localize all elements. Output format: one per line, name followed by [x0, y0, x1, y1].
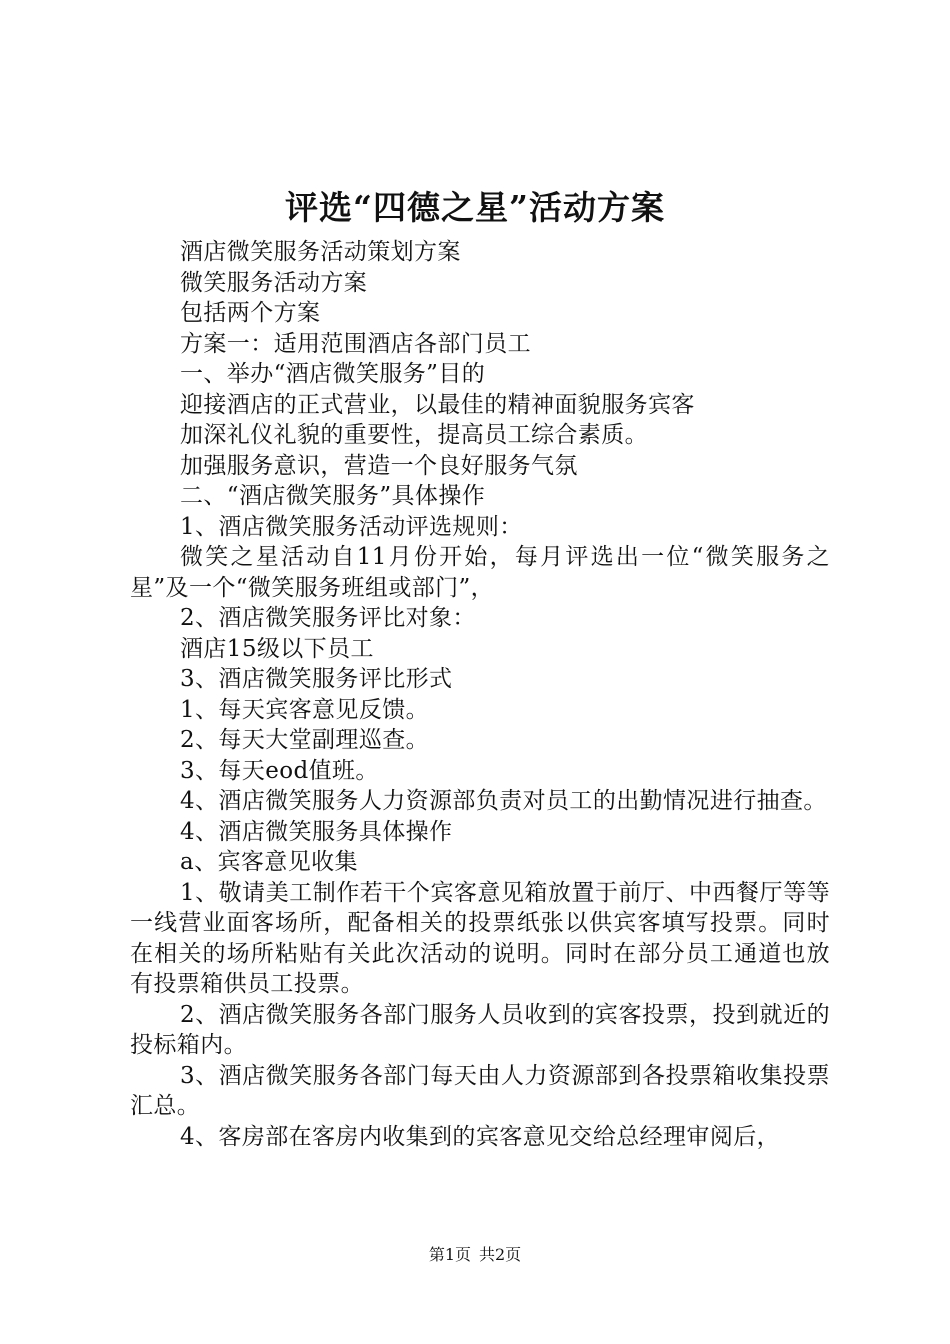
paragraph: 2、酒店微笑服务评比对象：: [180, 605, 476, 631]
paragraph: 3、每天eod值班。: [180, 757, 379, 784]
paragraph: 微笑之星活动自11月份开始，每月评选出一位“微笑服务之星”及一个“微笑服务班组或部门”，: [130, 544, 830, 601]
document-body: [130, 237, 830, 1152]
paragraph: 3、酒店微笑服务评比形式: [180, 666, 453, 692]
paragraph: 二、“酒店微笑服务”具体操作: [180, 483, 486, 509]
paragraph: 1、敬请美工制作若干个宾客意见箱放置于前厅、中西餐厅等等一线营业面客场所，配备相关的投票纸张以供宾客填写投票。同时在相关的场所粘贴有关此次活动的说明。同时在部分员工通道也放有投票箱供员工投票。: [130, 879, 830, 997]
paragraph: 4、酒店微笑服务人力资源部负责对员工的出勤情况进行抽查。: [180, 788, 827, 814]
paragraph: 1、酒店微笑服务活动评选规则：: [180, 513, 523, 540]
paragraph: 2、酒店微笑服务各部门服务人员收到的宾客投票，投到就近的投标箱内。: [130, 1001, 830, 1058]
page-number: 第1页: [428, 1245, 471, 1264]
page-total: 共2页: [479, 1245, 522, 1264]
paragraph: 酒店微笑服务活动策划方案: [180, 239, 461, 265]
paragraph: 4、客房部在客房内收集到的宾客意见交给总经理审阅后，: [180, 1123, 781, 1150]
paragraph: 4、酒店微笑服务具体操作: [180, 818, 453, 845]
paragraph: 2、每天大堂副理巡查。: [180, 727, 430, 753]
paragraph: 加强服务意识，营造一个良好服务气氛: [180, 452, 578, 479]
paragraph: a、宾客意见收集: [180, 849, 358, 875]
paragraph: 方案一：适用范围酒店各部门员工: [180, 330, 531, 357]
document-title: 评选“四德之星”活动方案: [285, 188, 665, 227]
paragraph: 加深礼仪礼貌的重要性，提高员工综合素质。: [180, 422, 648, 448]
page-footer: [0, 1244, 950, 1266]
paragraph: 迎接酒店的正式营业，以最佳的精神面貌服务宾客: [180, 391, 695, 418]
paragraph: 微笑服务活动方案: [180, 269, 368, 296]
paragraph: 一、举办“酒店微笑服务”目的: [180, 361, 486, 387]
paragraph: 包括两个方案: [180, 300, 321, 326]
paragraph: 酒店15级以下员工: [180, 635, 374, 662]
paragraph: 3、酒店微笑服务各部门每天由人力资源部到各投票箱收集投票汇总。: [130, 1062, 830, 1119]
paragraph: 1、每天宾客意见反馈。: [180, 696, 430, 723]
